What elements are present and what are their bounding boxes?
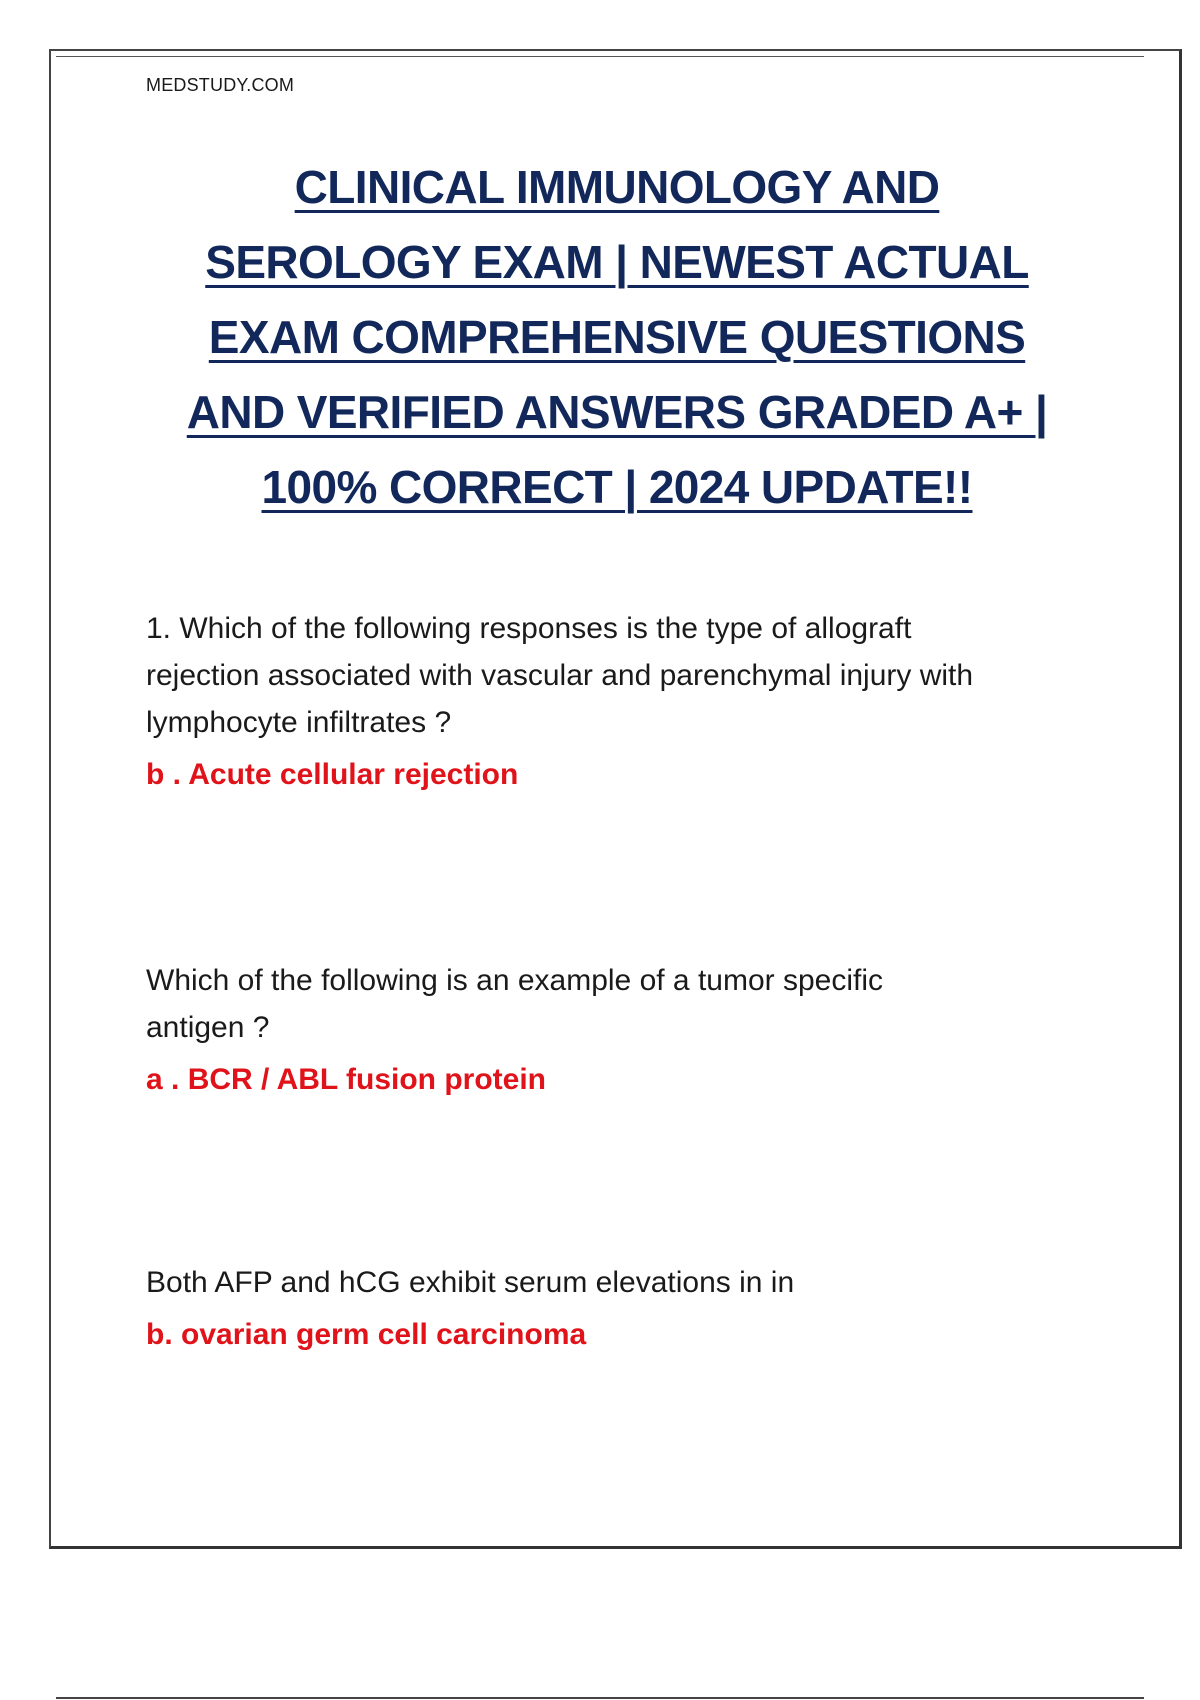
question-text — [146, 605, 1096, 746]
question-line: Which of the following is an example of a tumor specific — [146, 964, 884, 997]
top-rule — [56, 56, 1144, 57]
site-label: MEDSTUDY.COM — [146, 75, 295, 95]
question-block-3 — [146, 1259, 1096, 1352]
title-line-5: 100% CORRECT | 2024 UPDATE!! — [261, 461, 973, 513]
document-title — [146, 150, 1088, 525]
title-line-3: EXAM COMPREHENSIVE QUESTIONS — [208, 311, 1026, 363]
next-page-rule — [56, 1697, 1144, 1699]
answer-text: b. ovarian germ cell carcinoma — [146, 1318, 587, 1351]
answer-text: a . BCR / ABL fusion protein — [146, 1063, 547, 1096]
question-line: rejection associated with vascular and parenchymal injury with — [146, 659, 974, 692]
title-line-2: SEROLOGY EXAM | NEWEST ACTUAL — [205, 236, 1029, 288]
question-block-2 — [146, 957, 1096, 1097]
title-line-1: CLINICAL IMMUNOLOGY AND — [294, 161, 940, 213]
question-text — [146, 957, 1096, 1051]
question-line: Both AFP and hCG exhibit serum elevations in in — [146, 1266, 795, 1299]
title-line-4: AND VERIFIED ANSWERS GRADED A+ | — [186, 386, 1048, 438]
question-block-1 — [146, 605, 1096, 792]
question-line: antigen ? — [146, 1011, 270, 1044]
answer-text: b . Acute cellular rejection — [146, 758, 519, 791]
question-line: 1. Which of the following responses is the type of allograft — [146, 612, 912, 645]
question-line: lymphocyte infiltrates ? — [146, 706, 452, 739]
question-text — [146, 1259, 1096, 1306]
